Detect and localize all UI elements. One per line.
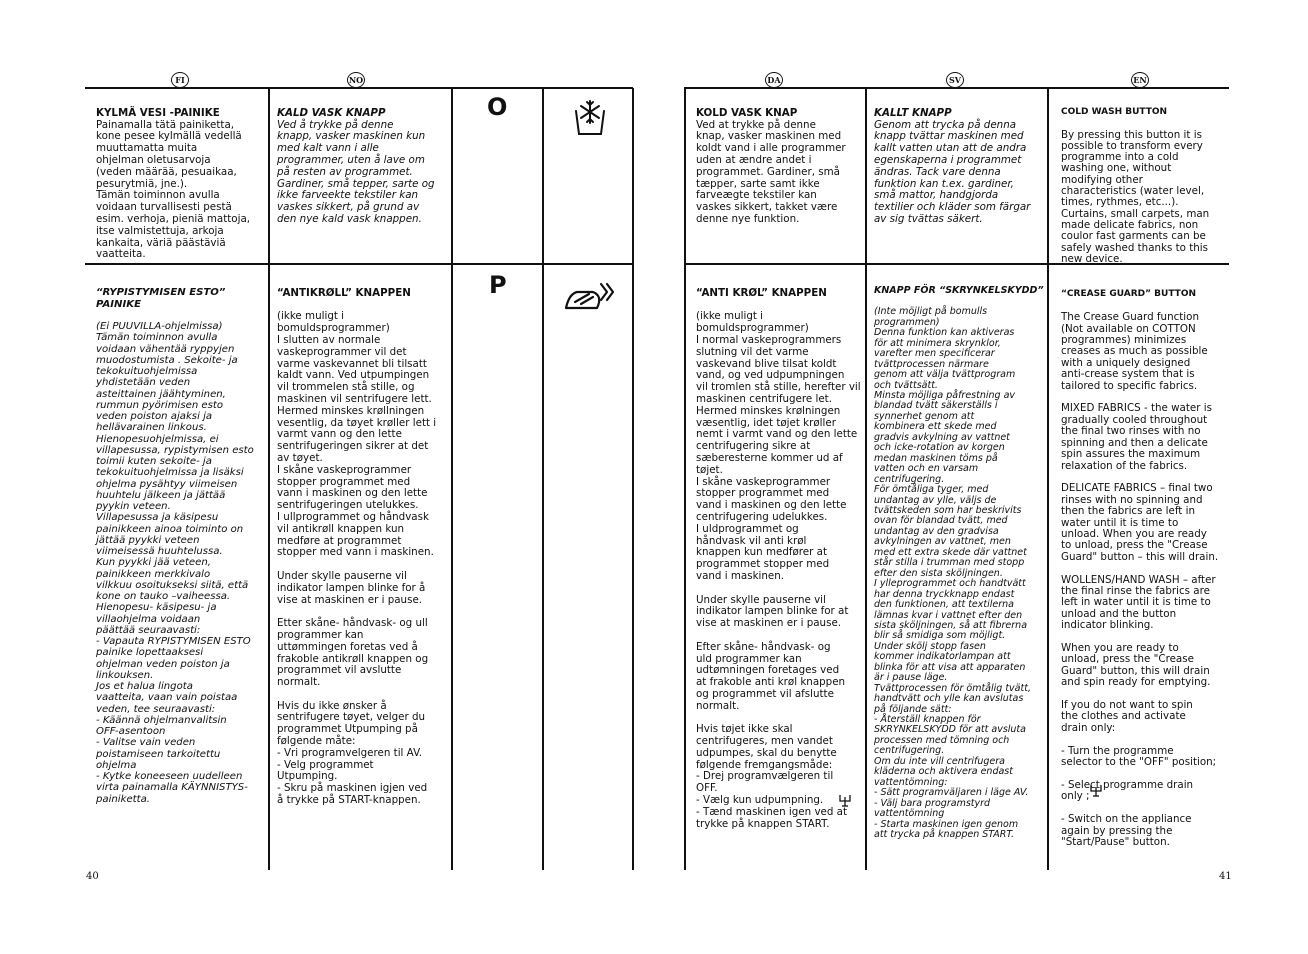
da-cold-wash-title: KOLD VASK KNAP [696, 106, 798, 119]
page-number-right: 41 [1219, 871, 1232, 882]
en-crease-guard-title: “CREASE GUARD” BUTTON [1061, 289, 1196, 300]
page-number-left: 40 [86, 871, 99, 882]
iron-crease-guard-icon [563, 280, 619, 320]
da-crease-guard-title: “ANTI KRØL” KNAPPEN [696, 286, 827, 299]
lang-badge-en: EN [1131, 72, 1149, 88]
fi-cold-wash-title: KYLMÄ VESI -PAINIKE [96, 106, 220, 119]
fi-crease-guard-body: (Ei PUUVILLA-ohjelmissa) Tämän toiminnon avulla voidaan vähentää ryppyjen muodostumista . Sekoite- ja tekokuituohjelmissa yhdistetään veden asteittainen jäähtyminen, rummun pyörimisen esto veden poiston ajaksi ja hellävarainen linkous. Hienopesuohjelmissa, ei villapesussa, rypistymisen esto toimii kuten sekoite- ja tekokuituohjelmissa ja lisäksi ohjelma pysähtyy viimeisen huuhtelu jälkeen ja jättää pyykin veteen. Villapesussa ja käsipesu painikkeen ainoa toiminto on jättää pyykki veteen viimeisessä huuhtelussa. Kun pyykki jää veteen, painikkeen merkkivalo vilkkuu osoitukseksi siitä, että kone on tauko –vaiheessa. Hienopesu- käsipesu- ja villaohjelma voidaan päättää seuraavasti: - Vapauta RYPISTYMISEN ESTO painike lopettaaksesi ohjelman veden poiston ja linkouksen. Jos et halua lingota vaatteita, vaan vain poistaa veden, tee seuraavasti: - Käännä ohjelmanvalitsin OFF-asentoon - Valitse vain veden poistamiseen tarkoitettu ohjelma - Kytke koneeseen uudelleen virta painamalla KÄYNNISTYS- painiketta. [96, 321, 254, 805]
crease-guard-letter: P [489, 271, 507, 299]
sv-cold-wash-title: KALLT KNAPP [874, 106, 952, 119]
no-cold-wash-section [277, 96, 447, 256]
column-divider [542, 88, 544, 870]
column-divider [451, 88, 453, 870]
drain-pump-icon [838, 794, 852, 807]
en-cold-wash-body: By pressing this button it is possible to transform every programme into a cold washing one, without modifying other characteristics (water level, times, rythmes, etc...). Curtains, small carpets, man made delicate fabrics, non coulor fast garments can be safely washed thanks to this new device. [1061, 128, 1210, 265]
no-cold-wash-body: Ved å trykke på denne knapp, vasker maskinen kun med kalt vann i alle programmer, uten å lave om på resten av programmet. Gardiner, små tepper, sarte og ikke farveekte tekstiler kan vaskes sikkert, på grund av den nye kald vask knappen. [277, 118, 435, 225]
no-crease-guard-body: (ikke muligt i bomuldsprogrammer) I slutten av normale vaskeprogrammer vil det varme vaskevannet bli tilsatt kaldt vann. Ved utpumpingen vil trommelen stå stille, og maskinen vil sentrifugere lett. Hermed minskes krøllningen vesentlig, da tøyet krøller lett i varmt vann og den lette sentrifugeringen sikrer at det av tøyet. I skåne vaskeprogrammer stopper programmet med vann i maskinen og den lette sentrifugeringen utelukkes. I ullprogrammet og håndvask vil antikrøll knappen kun medføre at programmet stopper med vann i maskinen. Under skylle pauserne vil indikator lampen blinke for å vise at maskinen er i pause. Etter skåne- håndvask- og ull programmer kan uttømmingen foretas ved å frakoble antikrøll knappen og programmet vil avslutte normalt. Hvis du ikke ønsker å sentrifugere tøyet, velger du programmet Utpumping på følgende måte: - Vri programvelgeren til AV. - Velg programmet Utpumping. - Skru på maskinen igjen ved å trykke på START-knappen. [277, 310, 437, 807]
sv-crease-guard-body: (Inte möjligt på bomulls programmen) Denna funktion kan aktiveras för att minimera skrynklor, varefter men specificerar tvättprocessen närmare genom att välja tvättprogram och tvättsätt. Minsta möjliga påfrestning av blandad tvätt säkerställs i synnerhet genom att kombinera ett skede med gradvis avkylning av vattnet och icke-rotation av korgen medan maskinen töms på vatten och en varsam centrifugering. För ömtåliga tyger, med undantag av ylle, väljs de tvättskeden som har beskrivits ovan för blandad tvätt, med undantag av den gradvisa avkylningen av vattnet, men med ett extra skede där vattnet står stilla i trumman med stopp efter den sista sköljningen. I ylleprogrammet och handtvätt har denna tryckknapp endast den funktionen, att textilerna lämnas kvar i vattnet efter den sista sköljningen, så att fibrerna blir så smidiga som möjligt. Under skölj stopp fasen kommer indikatorlampan att blinka för att visa att apparaten är i pause läge. Tvättprocessen för ömtålig tvätt, handtvätt och ylle kan avslutas på följande sätt: - Återställ knappen för SKRYNKELSKYDD för att avsluta processen med tömning och centrifugering. Om du inte vill centrifugera kläderna och aktivera endast vattentömning: - Sätt programväljaren i läge AV. - Välj bara programstyrd vattentömning - Starta maskinen igen genom att trycka på knappen START. [874, 306, 1031, 841]
fi-crease-guard-section [96, 276, 264, 816]
da-crease-guard-section [696, 276, 862, 838]
sv-crease-guard-section [874, 276, 1044, 868]
lang-badge-no: NO [347, 72, 365, 88]
column-divider [632, 88, 634, 870]
no-crease-guard-title: “ANTIKRØLL” KNAPPEN [277, 286, 411, 299]
snowflake-tub-icon [573, 97, 607, 137]
table-top-rule [85, 87, 633, 89]
da-crease-guard-body: (ikke muligt i bomuldsprogrammer) I normal vaskeprogrammers slutning vil det varme vaskevand blive tilsat koldt vand, og ved udpumpningen vil tromlen stå stille, herefter vil maskinen centrifugere let. Hermed minskes krølningen væsentlig, idet tøjet krøller nemt i varmt vand og den lette centrifugering sikre at sæberesterne kommer ud af tøjet. I skåne vaskeprogrammer stopper programmet med vand i maskinen og den lette centrifugering udelukkes. I uldprogrammet og håndvask vil anti krøl knappen kun medfører at programmet stopper med vand i maskinen. Under skylle pauserne vil indikator lampen blinke for at vise at maskinen er i pause. Efter skåne- håndvask- og uld programmer kan udtømningen foretages ved at frakoble anti krøl knappen og programmet vil afslutte normalt. Hvis tøjet ikke skal centrifugeres, men vandet udpumpes, skal du benytte følgende fremgangsmåde: - Drej programvælgeren til OFF. - Vælg kun udpumpning. - Tænd maskinen igen ved at trykke på knappen START. [696, 310, 861, 830]
lang-badge-sv: SV [946, 72, 964, 88]
table-top-rule [684, 87, 1229, 89]
drain-pump-icon [1089, 784, 1103, 797]
column-divider [268, 88, 270, 870]
fi-cold-wash-body: Painamalla tätä painiketta, kone pesee kylmällä vedellä muuttamatta muita ohjelman oletusarvoja (veden määrää, pesuaikaa, pesurytmiä, jne.). Tämän toiminnon avulla voidaan turvallisesti pestä esim. verhoja, pieniä mattoja, itse valmistettuja, arkoja kankaita, väriä päästäviä vaatteita. [96, 118, 251, 261]
sv-cold-wash-section [874, 96, 1044, 256]
en-crease-guard-section [1061, 278, 1229, 848]
sv-cold-wash-body: Genom att trycka på denna knapp tvättar maskinen med kallt vatten utan att de andra egenskaperna i programmet ändras. Tack vare denna funktion kan t.ex. gardiner, små mattor, handgjorda textilier och kläder som färgar av sig tvättas säkert. [874, 118, 1031, 225]
en-crease-guard-body: The Crease Guard function (Not available on COTTON programmes) minimizes creases as much as possible with a uniquely designed anti-crease system that is tailored to specific fabrics. MIXED FABRICS - the water is gradually cooled throughout the final two rinses with no spinning and then a delicate spin assures the maximum relaxation of the fabrics. DELICATE FABRICS – final two rinses with no spinning and then the fabrics are left in water until it is time to unload. When you are ready to unload, press the "Crease Guard" button – this will drain. WOLLENS/HAND WASH – after the final rinse the fabrics are left in water until it is time to unload and the button indicator blinking. When you are ready to unload, press the "Crease Guard" button, this will drain and spin ready for emptying. If you do not want to spin the clothes and activate drain only: - Turn the programme selector to the "OFF" position; - Select programme drain only ; - Switch on the appliance again by pressing the "Start/Pause" button. [1061, 311, 1219, 848]
en-cold-wash-title: COLD WASH BUTTON [1061, 107, 1168, 118]
da-cold-wash-body: Ved at trykke på denne knap, vasker maskinen med koldt vand i alle programmer uden at ændre andet i programmet. Gardiner, små tæpper, sarte samt ikke farveægte tekstiler kan vaskes sikkert, takket være denne nye funktion. [696, 118, 846, 225]
en-cold-wash-section [1061, 96, 1229, 265]
no-cold-wash-title: KALD VASK KNAPP [277, 106, 386, 119]
da-cold-wash-section [696, 96, 862, 256]
row-separator [85, 263, 633, 265]
fi-crease-guard-title: “RYPISTYMISEN ESTO” PAINIKE [96, 287, 226, 310]
column-divider [1047, 88, 1049, 870]
cold-wash-letter: O [487, 93, 508, 121]
lang-badge-da: DA [765, 72, 783, 88]
fi-cold-wash-section [96, 96, 264, 261]
column-divider [684, 88, 686, 870]
no-crease-guard-section [277, 276, 447, 836]
sv-crease-guard-title: KNAPP FÖR “SKRYNKELSKYDD” [874, 285, 1044, 297]
column-divider [865, 88, 867, 870]
lang-badge-fi: FI [171, 72, 189, 88]
